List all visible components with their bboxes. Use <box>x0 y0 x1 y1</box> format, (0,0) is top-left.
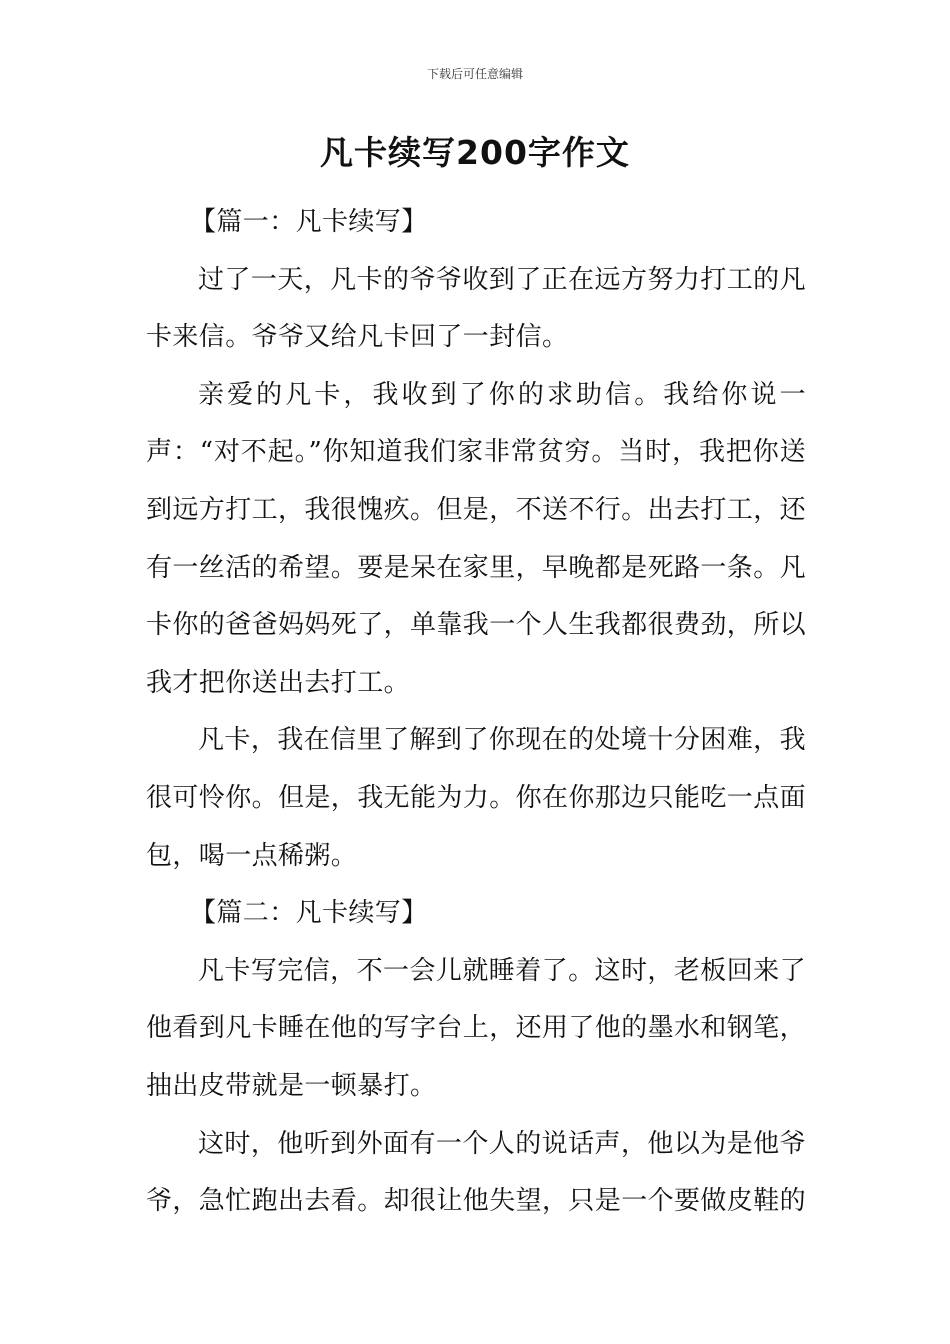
paragraph-2: 亲爱的凡卡，我收到了你的求助信。我给你说一声：“对不起。”你知道我们家非常贫穷。当时，我把你送到远方打工，我很愧疚。但是，不送不行。出去打工，还有一丝活的希望。要是呆在家里，早晚都是死路一条。凡卡你的爸爸妈妈死了，单靠我一个人生我都很费劲，所以我才把你送出去打工。 <box>146 379 807 698</box>
document-title: 凡卡续写200字作文 <box>320 133 630 172</box>
section-heading-1: 【篇一：凡卡续写】 <box>190 207 428 237</box>
section-heading-2: 【篇二：凡卡续写】 <box>190 898 428 929</box>
paragraph-3: 凡卡，我在信里了解到了你现在的处境十分困难，我很可怜你。但是，我无能为力。你在你那边只能吃一点面包，喝一点稀粥。 <box>146 725 807 871</box>
paragraph-1: 过了一天，凡卡的爷爷收到了正在远方努力打工的凡卡来信。爷爷又给凡卡回了一封信。 <box>146 264 806 353</box>
paragraph-5: 这时，他听到外面有一个人的说话声，他以为是他爷爷，急忙跑出去看。却很让他失望，只是一个要做皮鞋的 <box>146 1128 807 1217</box>
paragraph-4: 凡卡写完信，不一会儿就睡着了。这时，老板回来了他看到凡卡睡在他的写字台上，还用了他的墨水和钢笔，抽出皮带就是一顿暴打。 <box>146 955 807 1101</box>
document-body <box>146 194 806 1231</box>
header-note: 下载后可任意编辑 <box>426 67 523 81</box>
